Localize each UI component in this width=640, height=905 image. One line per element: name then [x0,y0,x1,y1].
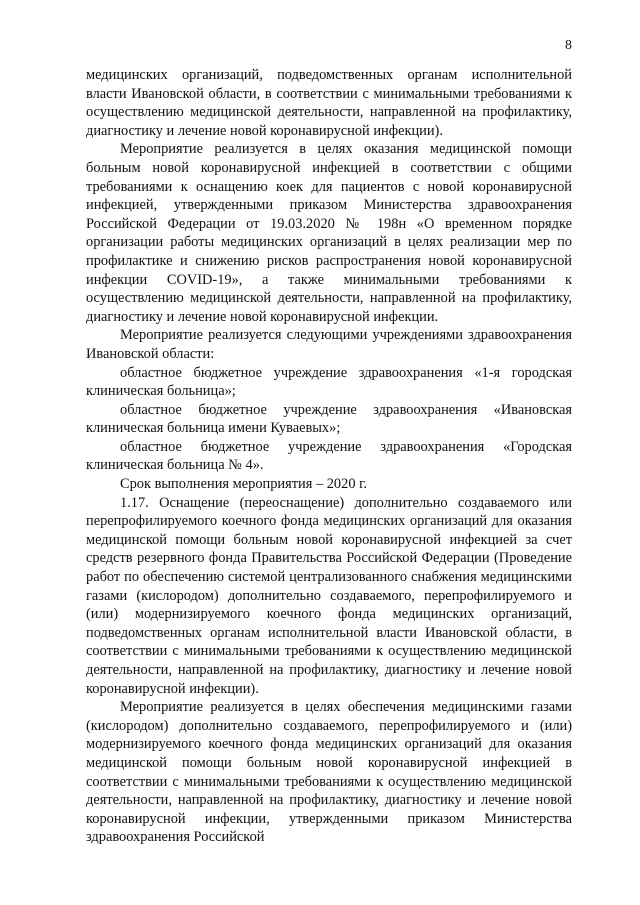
document-body [86,66,572,847]
page-number: 8 [565,38,572,53]
paragraph-institution-2: областное бюджетное учреждение здравоохранения «Ивановская клиническая больница имени Куваевых»; [86,401,572,437]
paragraph-institution-1: областное бюджетное учреждение здравоохранения «1-я городская клиническая больница»; [86,364,572,400]
paragraph-purpose: Мероприятие реализуется в целях оказания медицинской помощи больным новой коронавирусной инфекцией в соответствии с общими требованиями к оснащению коек для пациентов с новой коронавирусной инфекцией, утвержденными приказом Министерства здравоохранения Российской Федерации от 19.03.2020 № 198н «О временном порядке организации работы медицинских организаций в целях реализации мер по профилактике и снижению рисков распространения новой коронавирусной инфекции COVID-19», а также минимальными требованиями к осуществлению медицинской деятельности, направленной на профилактику, диагностику и лечение новой коронавирусной инфекции. [86,141,572,325]
paragraph-continuation: медицинских организаций, подведомственных органам исполнительной власти Ивановской области, в соответствии с минимальными требованиями к осуществлению медицинской деятельности, направленной на профилактику, диагностику и лечение новой коронавирусной инфекции). [86,67,572,139]
paragraph-institutions-intro: Мероприятие реализуется следующими учреждениями здравоохранения Ивановской области: [86,327,572,362]
paragraph-institution-3: областное бюджетное учреждение здравоохранения «Городская клиническая больница № 4». [86,438,572,474]
paragraph-deadline: Срок выполнения мероприятия – 2020 г. [120,476,367,493]
paragraph-oxygen-purpose: Мероприятие реализуется в целях обеспечения медицинскими газами (кислородом) дополнительно создаваемого, перепрофилируемого и (или) модернизируемого коечного фонда медицинских организаций для оказания медицинской помощи больным новой коронавирусной инфекцией в соответствии с минимальными требованиями к осуществлению медицинской деятельности, направленной на профилактику, диагностику и лечение новой коронавирусной инфекции, утвержденными приказом Министерства здравоохранения Российской [86,699,572,846]
paragraph-item-1-17: 1.17. Оснащение (переоснащение) дополнительно создаваемого или перепрофилируемого коечного фонда медицинских организаций для оказания медицинской помощи больным новой коронавирусной инфекцией за счет средств резервного фонда Правительства Российской Федерации (Проведение работ по обеспечению системой централизованного снабжения медицинскими газами (кислородом) дополнительно создаваемого, перепрофилируемого и (или) модернизируемого коечного фонда медицинских организаций, подведомственных органам исполнительной власти Ивановской области, в соответствии с минимальными требованиями к осуществлению медицинской деятельности, направленной на профилактику, диагностику и лечение новой коронавирусной инфекции). [86,494,572,697]
